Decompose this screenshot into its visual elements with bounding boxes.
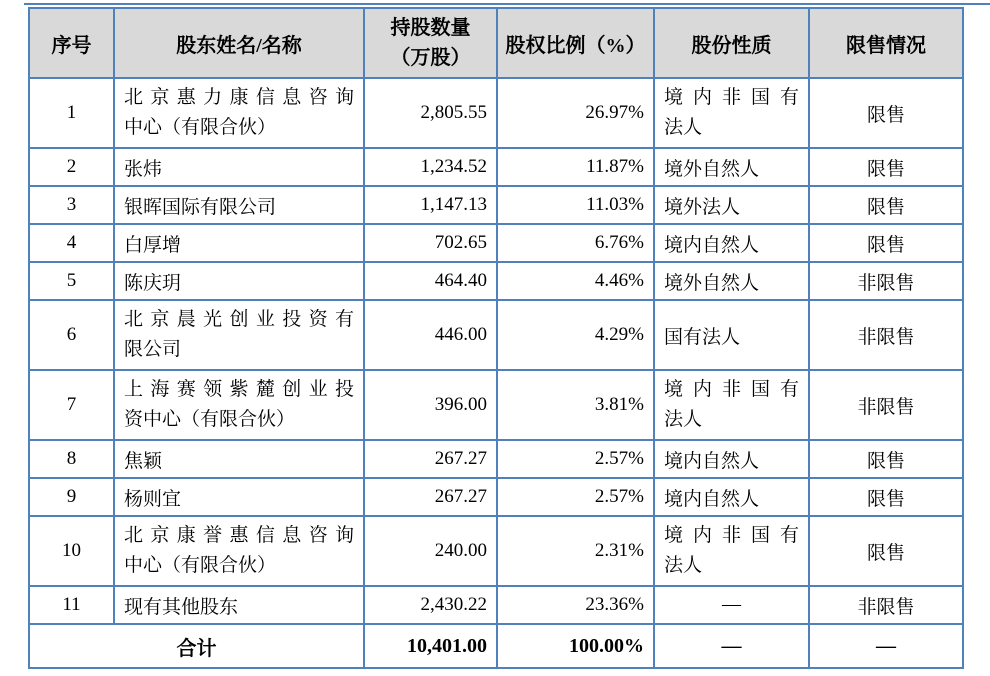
cell-lockup: 非限售 (809, 262, 963, 300)
cell-lockup: 限售 (809, 478, 963, 516)
cell-shares: 464.40 (364, 262, 497, 300)
cell-lockup: 非限售 (809, 370, 963, 440)
cell-lockup: 限售 (809, 78, 963, 148)
total-lockup-cell: — (809, 624, 963, 668)
header-row (29, 8, 963, 78)
text-line: 资中心（有限合伙） (124, 409, 296, 430)
total-shares-cell: 10,401.00 (364, 624, 497, 668)
cell-index: 5 (29, 262, 114, 300)
text-line: 境内非国有 (664, 379, 799, 400)
cell-shares: 1,234.52 (364, 148, 497, 186)
cell-index: 8 (29, 440, 114, 478)
table-body (29, 78, 963, 624)
table-row (29, 262, 963, 300)
cell-shares: 1,147.13 (364, 186, 497, 224)
text-line: 境内非国有 (664, 525, 799, 546)
table-header (29, 8, 963, 78)
text-line: 中心（有限合伙） (124, 117, 277, 138)
cell-index: 1 (29, 78, 114, 148)
cell-nature: 境内自然人 (654, 478, 809, 516)
table-row (29, 370, 963, 440)
cell-ratio: 2.57% (497, 440, 654, 478)
cell-name: 白厚增 (114, 224, 364, 262)
cell-nature: 境内自然人 (654, 224, 809, 262)
cell-nature: 境外自然人 (654, 148, 809, 186)
cell-shares: 2,805.55 (364, 78, 497, 148)
text-line: （万股） (390, 47, 471, 69)
table-row (29, 186, 963, 224)
cell-index: 3 (29, 186, 114, 224)
cell-index: 9 (29, 478, 114, 516)
table-footer (29, 624, 963, 668)
cell-lockup: 限售 (809, 440, 963, 478)
cell-ratio: 3.81% (497, 370, 654, 440)
cell-lockup: 限售 (809, 516, 963, 586)
cell-ratio: 26.97% (497, 78, 654, 148)
table-row (29, 478, 963, 516)
total-row (29, 624, 963, 668)
total-label-cell: 合计 (29, 624, 364, 668)
cell-name (114, 370, 364, 440)
text-line: 法人 (664, 409, 703, 430)
cell-nature (654, 370, 809, 440)
cell-shares: 446.00 (364, 300, 497, 370)
cell-lockup: 非限售 (809, 300, 963, 370)
cell-nature (654, 516, 809, 586)
cell-shares: 267.27 (364, 440, 497, 478)
cell-index: 11 (29, 586, 114, 624)
column-header-name: 股东姓名/名称 (114, 8, 364, 78)
text-line: 境内非国有 (664, 87, 799, 108)
cell-nature (654, 78, 809, 148)
cell-shares: 240.00 (364, 516, 497, 586)
cell-name (114, 78, 364, 148)
table-row (29, 440, 963, 478)
table-row (29, 300, 963, 370)
total-ratio-cell: 100.00% (497, 624, 654, 668)
text-line: 北京康誉惠信息咨询 (124, 525, 354, 546)
cell-ratio: 4.46% (497, 262, 654, 300)
cell-lockup: 限售 (809, 224, 963, 262)
table-row (29, 224, 963, 262)
cell-name (114, 516, 364, 586)
text-line: 北京惠力康信息咨询 (124, 87, 354, 108)
cell-name: 现有其他股东 (114, 586, 364, 624)
text-line: 限公司 (124, 339, 182, 360)
cell-ratio: 6.76% (497, 224, 654, 262)
cell-name: 焦颖 (114, 440, 364, 478)
text-line: 北京晨光创业投资有 (124, 309, 354, 330)
cell-ratio: 23.36% (497, 586, 654, 624)
cell-name (114, 300, 364, 370)
cell-name: 银晖国际有限公司 (114, 186, 364, 224)
shareholders-table (28, 7, 964, 669)
cell-ratio: 4.29% (497, 300, 654, 370)
cell-index: 4 (29, 224, 114, 262)
cell-shares: 2,430.22 (364, 586, 497, 624)
cell-ratio: 11.03% (497, 186, 654, 224)
cell-shares: 267.27 (364, 478, 497, 516)
text-line: 法人 (664, 117, 703, 138)
text-line: 中心（有限合伙） (124, 555, 277, 576)
cell-name: 杨则宜 (114, 478, 364, 516)
total-nature-cell: — (654, 624, 809, 668)
cell-ratio: 11.87% (497, 148, 654, 186)
text-line: 上海赛领紫麓创业投 (124, 379, 354, 400)
cell-name: 张炜 (114, 148, 364, 186)
page-top-rule (24, 3, 990, 5)
cell-nature: 境外自然人 (654, 262, 809, 300)
column-header-index: 序号 (29, 8, 114, 78)
cell-index: 6 (29, 300, 114, 370)
column-header-ratio: 股权比例（%） (497, 8, 654, 78)
table-row (29, 78, 963, 148)
cell-index: 10 (29, 516, 114, 586)
cell-shares: 396.00 (364, 370, 497, 440)
column-header-lockup: 限售情况 (809, 8, 963, 78)
table-row (29, 586, 963, 624)
text-line: 法人 (664, 555, 703, 576)
cell-ratio: 2.31% (497, 516, 654, 586)
cell-nature: 国有法人 (654, 300, 809, 370)
cell-ratio: 2.57% (497, 478, 654, 516)
table-row (29, 516, 963, 586)
cell-name: 陈庆玥 (114, 262, 364, 300)
cell-lockup: 限售 (809, 148, 963, 186)
cell-nature: 境内自然人 (654, 440, 809, 478)
cell-nature: — (654, 586, 809, 624)
table-row (29, 148, 963, 186)
cell-lockup: 非限售 (809, 586, 963, 624)
text-line: 持股数量 (390, 17, 471, 39)
column-header-nature: 股份性质 (654, 8, 809, 78)
cell-lockup: 限售 (809, 186, 963, 224)
cell-index: 7 (29, 370, 114, 440)
cell-index: 2 (29, 148, 114, 186)
cell-shares: 702.65 (364, 224, 497, 262)
cell-nature: 境外法人 (654, 186, 809, 224)
column-header-shares (364, 8, 497, 78)
